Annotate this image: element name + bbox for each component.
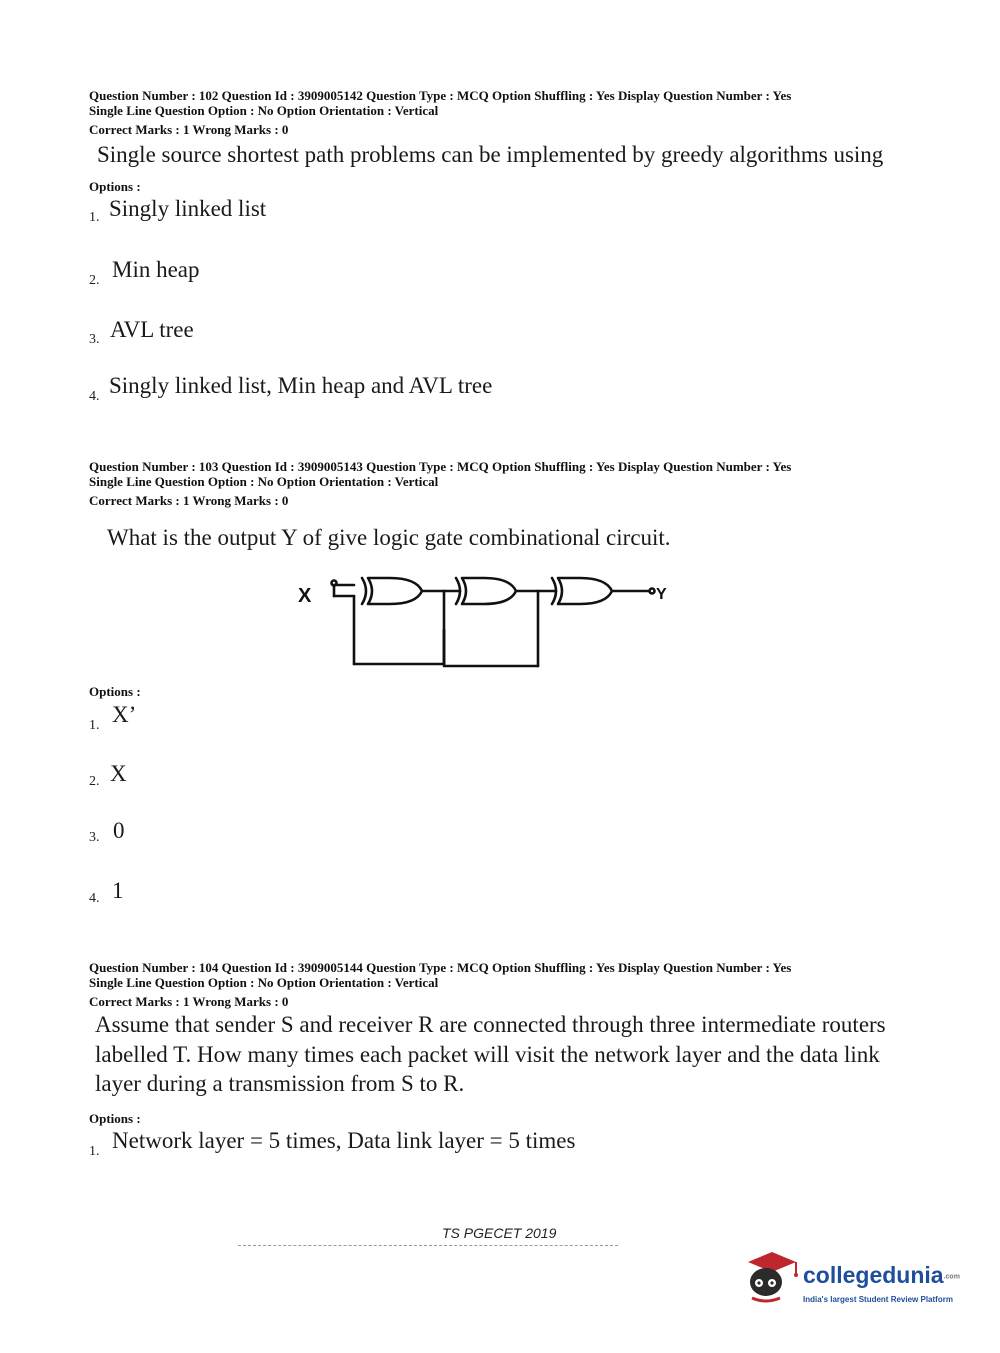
footer-divider — [238, 1245, 618, 1246]
xor-gate-3 — [558, 578, 612, 604]
q103-option-1[interactable]: X’ — [112, 702, 137, 727]
q102-option-4-number: 4. — [89, 389, 100, 404]
q104-option-1-number: 1. — [89, 1144, 100, 1159]
output-node — [650, 589, 655, 594]
q103-meta-line1: Question Number : 103 Question Id : 3909005143 Question Type : MCQ Option Shuffling : Yes Display Question Number : Yes — [89, 459, 792, 474]
q103-marks: Correct Marks : 1 Wrong Marks : 0 — [89, 493, 289, 508]
q103-options-label: Options : — [89, 684, 141, 699]
q104-meta-line2: Single Line Question Option : No Option Orientation : Vertical — [89, 975, 439, 990]
q103-option-1-number: 1. — [89, 718, 100, 733]
brand-name — [803, 1262, 960, 1289]
q102-option-1[interactable]: Singly linked list — [109, 196, 267, 221]
collegedunia-logo — [740, 1246, 800, 1308]
q103-option-4-number: 4. — [89, 891, 100, 906]
q102-question-text: Single source shortest path problems can be implemented by greedy algorithms using — [97, 142, 884, 167]
q102-option-2-number: 2. — [89, 273, 100, 288]
logic-circuit-diagram — [290, 570, 690, 670]
q104-question-text-line2: labelled T. How many times each packet will visit the network layer and the data link — [95, 1042, 880, 1067]
q103-option-4[interactable]: 1 — [112, 878, 124, 903]
circuit-output-label: Y — [656, 586, 667, 603]
graduate-mascot-icon — [740, 1246, 800, 1308]
q103-question-text: What is the output Y of give logic gate combinational circuit. — [107, 525, 671, 550]
q103-option-3-number: 3. — [89, 830, 100, 845]
xor-gate-1-back — [362, 578, 366, 604]
xor-gate-2 — [462, 578, 516, 604]
q102-option-1-number: 1. — [89, 210, 100, 225]
q102-option-2[interactable]: Min heap — [112, 257, 200, 282]
circuit-input-label: X — [298, 585, 312, 607]
brand-tagline: India's largest Student Review Platform — [803, 1295, 953, 1304]
q104-marks: Correct Marks : 1 Wrong Marks : 0 — [89, 994, 289, 1009]
xor-gate-1 — [368, 578, 422, 604]
q102-option-3-number: 3. — [89, 332, 100, 347]
q104-question-text-line1: Assume that sender S and receiver R are connected through three intermediate routers — [95, 1012, 886, 1037]
q103-option-2-number: 2. — [89, 774, 100, 789]
q102-meta-line2: Single Line Question Option : No Option Orientation : Vertical — [89, 103, 439, 118]
q103-option-2[interactable]: X — [110, 761, 127, 786]
q102-option-4[interactable]: Singly linked list, Min heap and AVL tree — [109, 373, 493, 398]
q102-option-3[interactable]: AVL tree — [110, 317, 194, 342]
q104-meta-line1: Question Number : 104 Question Id : 3909005144 Question Type : MCQ Option Shuffling : Yes Display Question Number : Yes — [89, 960, 792, 975]
q102-options-label: Options : — [89, 179, 141, 194]
q104-option-1[interactable]: Network layer = 5 times, Data link layer = 5 times — [112, 1128, 576, 1153]
q104-question-text-line3: layer during a transmission from S to R. — [95, 1071, 465, 1096]
brand-name-text: collegedunia — [803, 1262, 944, 1288]
q102-marks: Correct Marks : 1 Wrong Marks : 0 — [89, 122, 289, 137]
q104-options-label: Options : — [89, 1111, 141, 1126]
q103-option-3[interactable]: 0 — [113, 818, 125, 843]
footer-exam-label: TS PGECET 2019 — [442, 1225, 557, 1241]
q103-meta-line2: Single Line Question Option : No Option Orientation : Vertical — [89, 474, 439, 489]
brand-suffix: .com — [943, 1273, 960, 1281]
q102-meta-line1: Question Number : 102 Question Id : 3909005142 Question Type : MCQ Option Shuffling : Yes Display Question Number : Yes — [89, 88, 792, 103]
